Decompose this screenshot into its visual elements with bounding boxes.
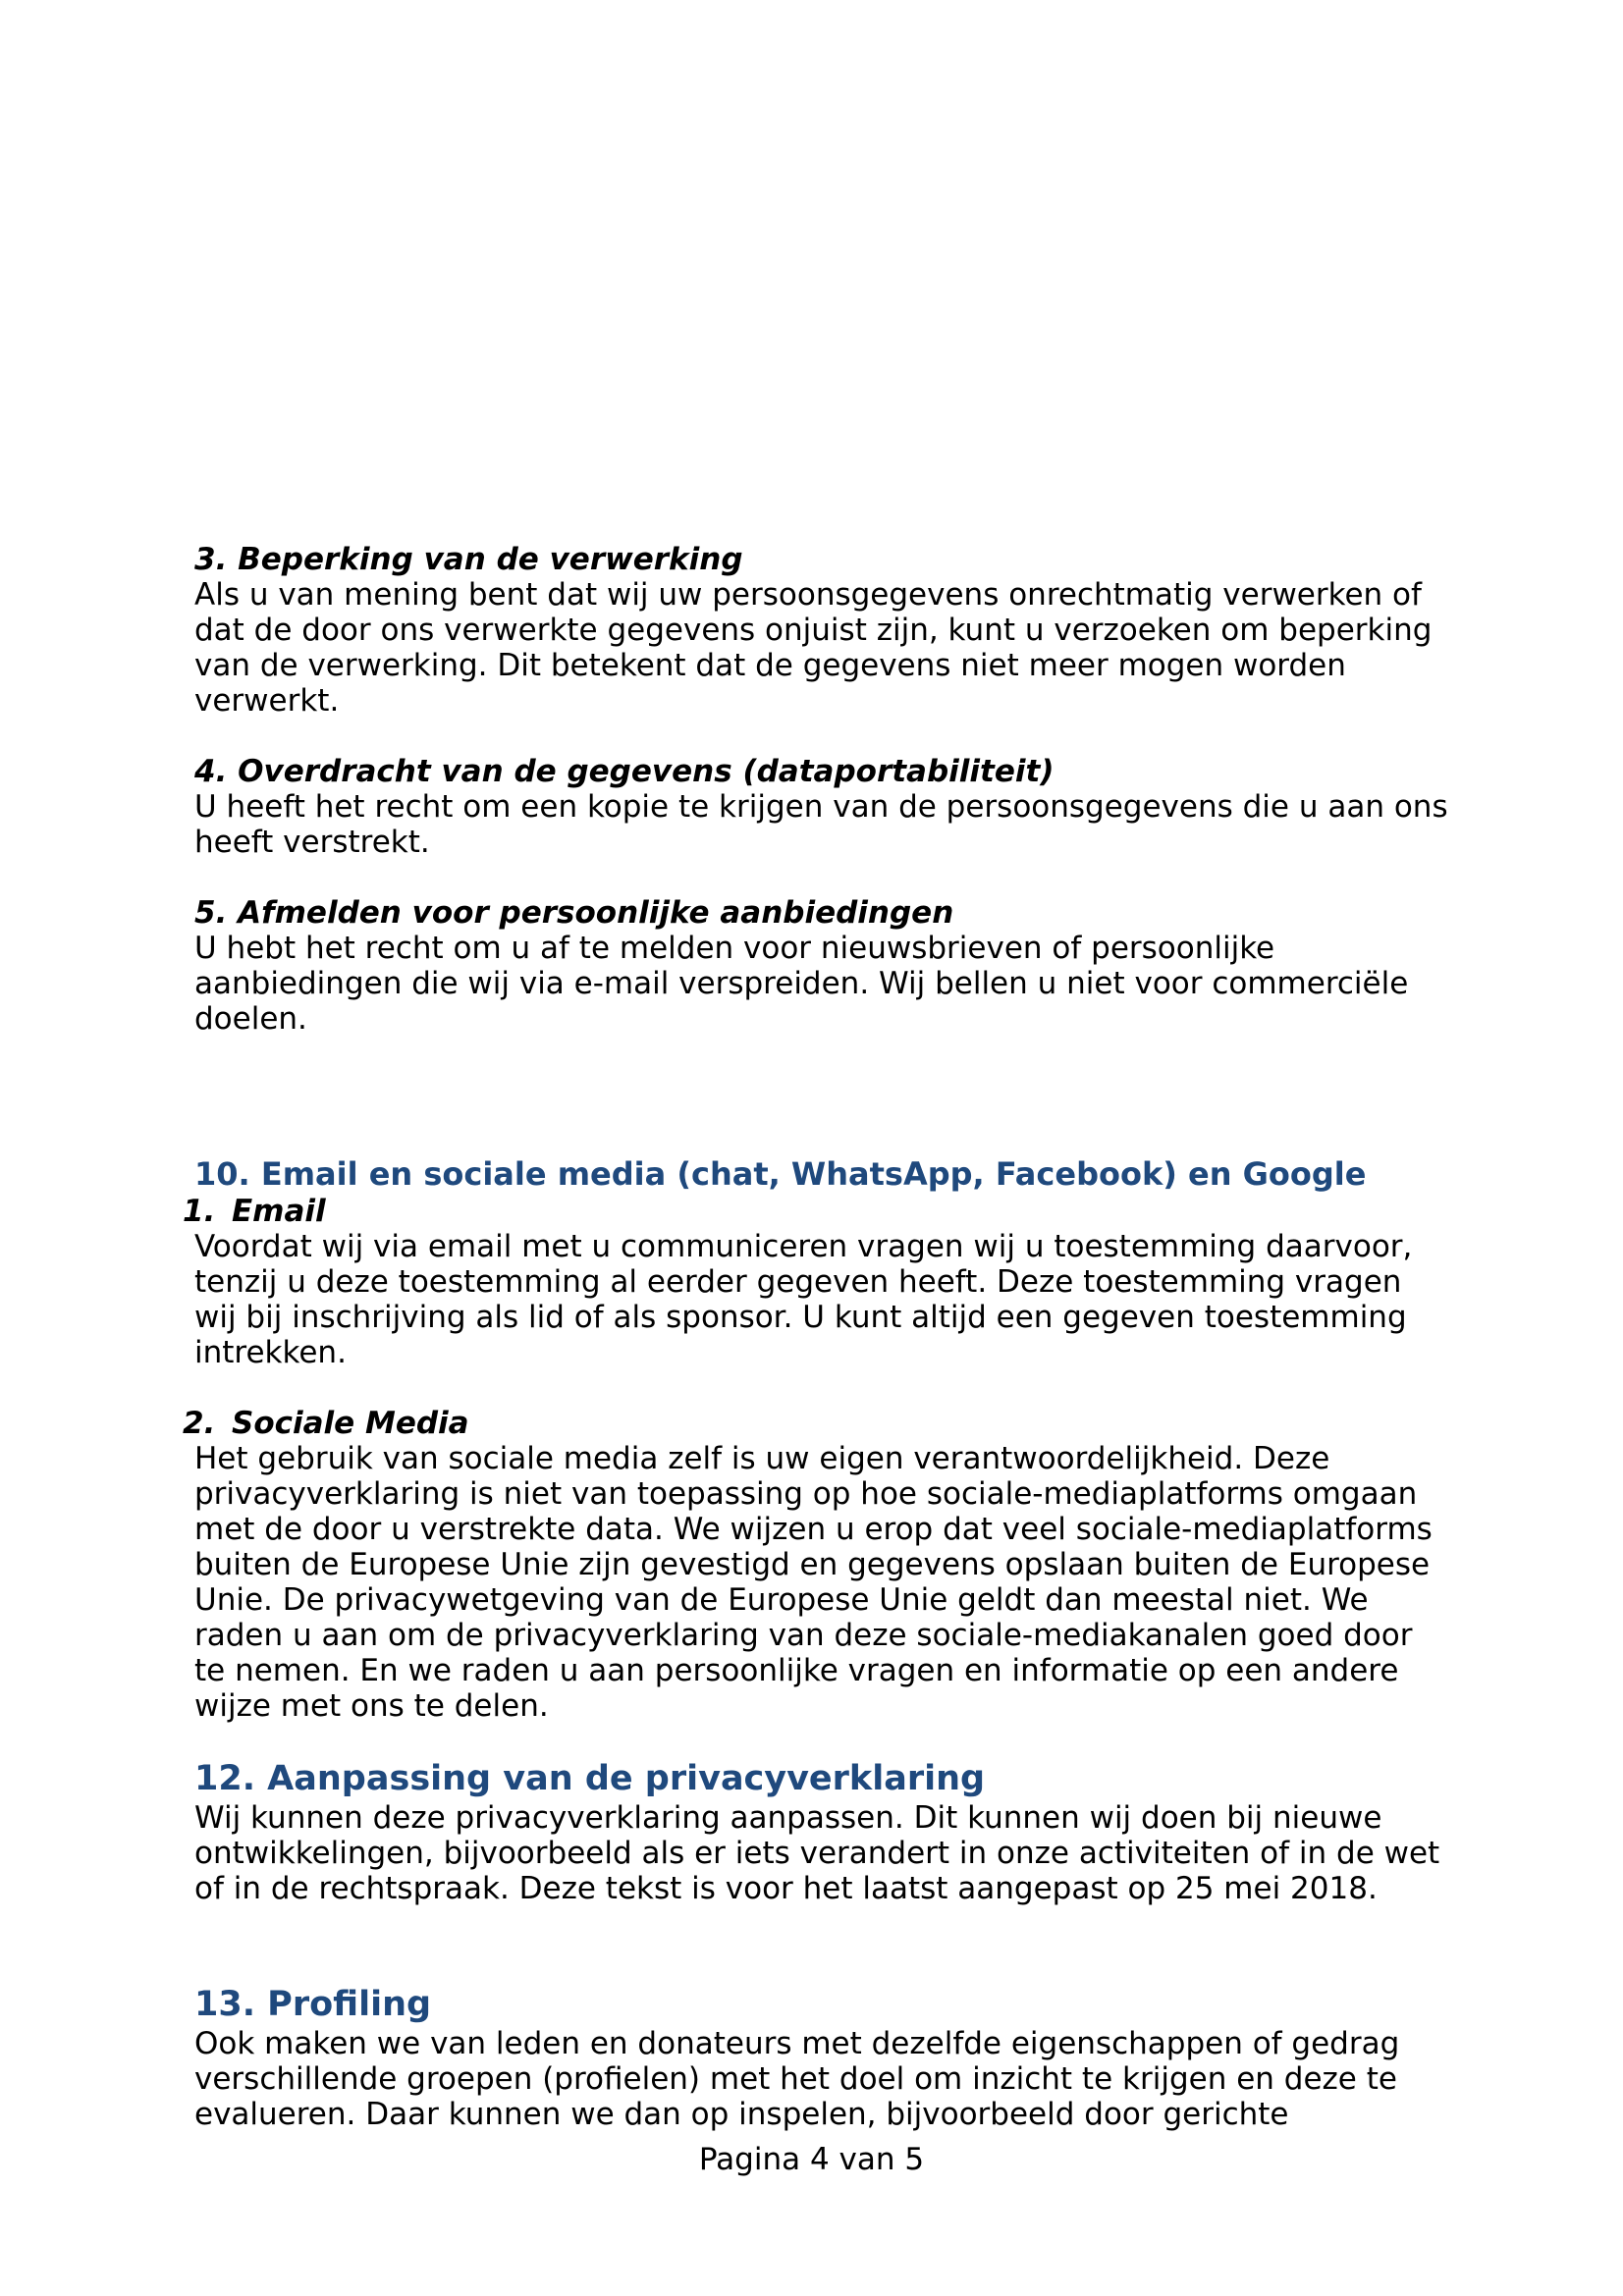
subheading-email	[183, 1194, 1461, 1229]
paragraph-sociale-media: Het gebruik van sociale media zelf is uw eigen verantwoordelijkheid. Deze privacyverklaring is niet van toepassing op hoe sociale-mediaplatforms omgaan met de door u verstrekte data. We wijzen u erop dat veel sociale-mediaplatforms buiten de Europese Unie zijn gevestigd en gegevens opslaan buiten de Europese Unie. De privacywetgeving van de Europese Unie geldt dan meestal niet. We raden u aan om de privacyverklaring van deze sociale-mediakanalen goed door te nemen. En we raden u aan persoonlijke vragen en informatie op een andere wijze met ons te delen.	[194, 1441, 1433, 1724]
heading-aanpassing: 12. Aanpassing van de privacyverklaring	[194, 1759, 986, 1798]
subheading-sociale-media-title: Sociale Media	[232, 1406, 469, 1441]
subheading-email-title: Email	[232, 1194, 326, 1229]
page-footer: Pagina 4 van 5	[698, 2142, 925, 2177]
subheading-email-number: 1.	[183, 1194, 216, 1229]
heading-profiling: 13. Profiling	[194, 1985, 432, 2024]
heading-email-sociale-media: 10. Email en sociale media (chat, WhatsApp, Facebook) en Google	[194, 1155, 1367, 1193]
heading-beperking: 3. Beperking van de verwerking	[194, 542, 743, 577]
paragraph-aanpassing: Wij kunnen deze privacyverklaring aanpassen. Dit kunnen wij doen bij nieuwe ontwikkelingen, bijvoorbeeld als er iets verandert in onze activiteiten of in de wet of in de rechtspraak. Deze tekst is voor het laatst aangepast op 25 mei 2018.	[194, 1800, 1440, 1906]
heading-overdracht: 4. Overdracht van de gegevens (dataportabiliteit)	[194, 754, 1055, 789]
paragraph-afmelden: U hebt het recht om u af te melden voor nieuwsbrieven of persoonlijke aanbiedingen die wij via e-mail verspreiden. Wij bellen u niet voor commerciële doelen.	[194, 931, 1409, 1037]
paragraph-overdracht: U heeft het recht om een kopie te krijgen van de persoonsgegevens die u aan ons heeft verstrekt.	[194, 789, 1448, 860]
paragraph-email: Voordat wij via email met u communiceren vragen wij u toestemming daarvoor, tenzij u deze toestemming al eerder gegeven heeft. Deze toestemming vragen wij bij inschrijving als lid of als sponsor. U kunt altijd een gegeven toestemming intrekken.	[194, 1229, 1413, 1370]
subheading-sociale-media-number: 2.	[183, 1406, 216, 1441]
page-content	[183, 542, 1461, 2132]
heading-afmelden: 5. Afmelden voor persoonlijke aanbiedingen	[194, 895, 954, 931]
paragraph-profiling: Ook maken we van leden en donateurs met dezelfde eigenschappen of gedrag verschillende groepen (profielen) met het doel om inzicht te krijgen en deze te evalueren. Daar kunnen we dan op inspelen, bijvoorbeeld door gerichte	[194, 2026, 1400, 2132]
subheading-sociale-media	[183, 1406, 1461, 1441]
paragraph-beperking: Als u van mening bent dat wij uw persoonsgegevens onrechtmatig verwerken of dat de door ons verwerkte gegevens onjuist zijn, kunt u verzoeken om beperking van de verwerking. Dit betekent dat de gegevens niet meer mogen worden verwerkt.	[194, 577, 1433, 719]
